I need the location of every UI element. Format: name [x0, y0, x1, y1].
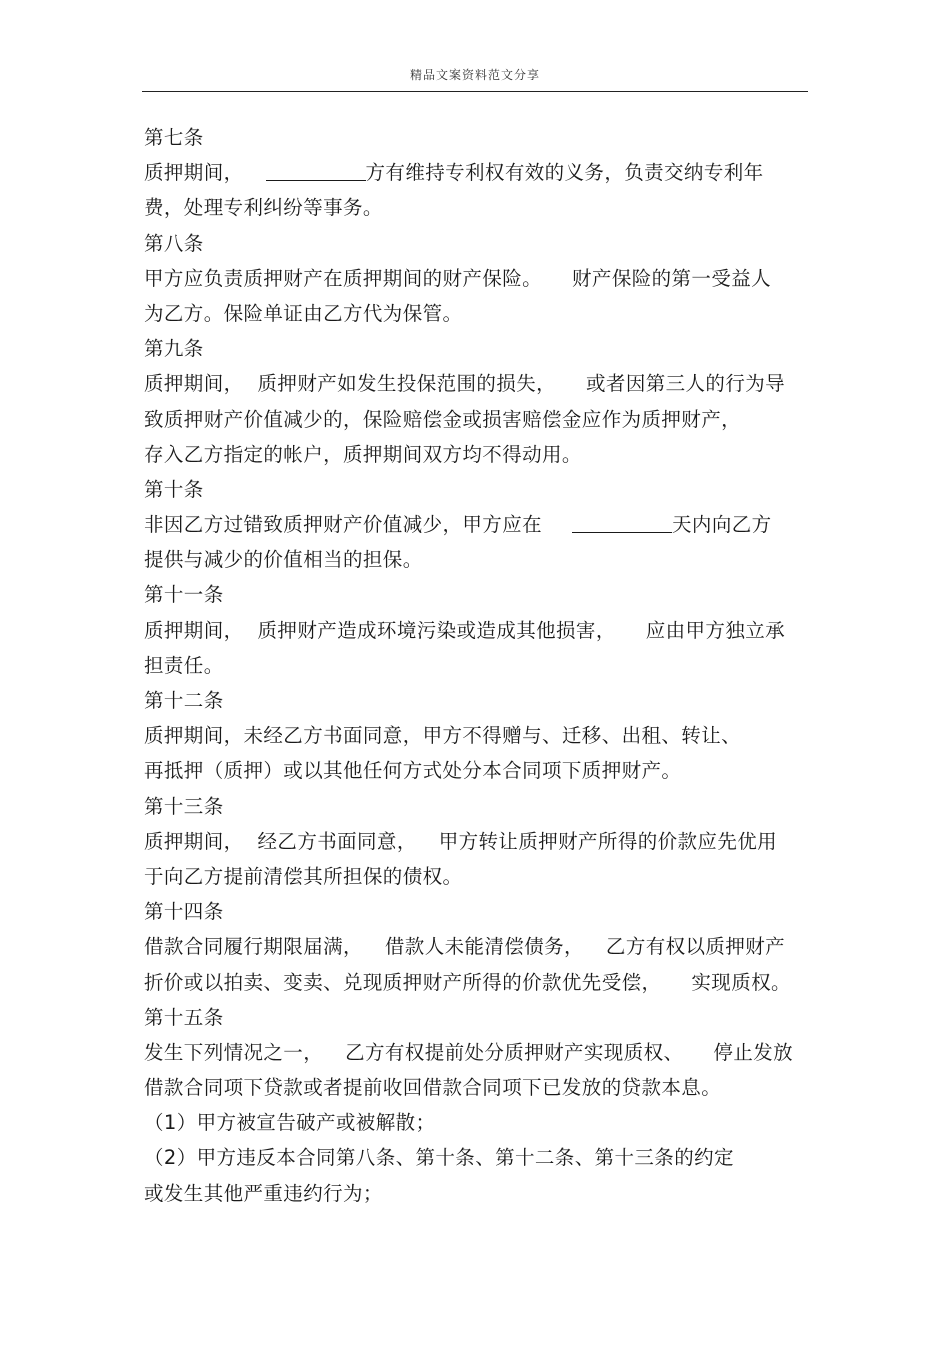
text-segment: 乙方有权以质押财产	[605, 935, 786, 959]
text-segment: 借款合同履行期限届满，	[144, 935, 363, 959]
article-9-title: 第九条	[144, 337, 204, 361]
article-7-line-2: 费，处理专利纠纷等事务。	[144, 196, 383, 220]
page-header-title: 精品文案资料范文分享	[409, 68, 540, 82]
article-10-title: 第十条	[144, 477, 204, 501]
fill-in-blank	[572, 512, 672, 533]
article-8-line-1	[144, 261, 814, 296]
text-segment: 发生下列情况之一，	[144, 1040, 324, 1064]
article-11-line-2: 担责任。	[144, 653, 224, 677]
text-segment: 借款人未能清偿债务，	[384, 935, 584, 959]
text-segment: 应由甲方独立承	[645, 618, 786, 642]
text-segment: 质押财产造成环境污染或造成其他损害，	[257, 618, 616, 642]
text-segment: 实现质权。	[691, 970, 791, 994]
article-12-title: 第十二条	[144, 689, 224, 712]
article-7-line-1	[144, 155, 814, 190]
article-8-line-2: 为乙方。保险单证由乙方代为保管。	[144, 301, 463, 325]
text-segment: 非因乙方过错致质押财产价值减少，甲方应在	[144, 513, 543, 537]
text-segment: 方有维持专利权有效的义务，负责交纳专利年	[365, 161, 764, 185]
text-segment: 质押期间，	[144, 161, 244, 185]
text-segment: 或者因第三人的行为导	[586, 372, 786, 396]
text-segment: 甲方应负责质押财产在质押期间的财产保险。	[144, 266, 543, 290]
article-9-line-1	[144, 366, 814, 401]
article-14-line-2	[144, 965, 814, 1000]
text-segment: 停止发放	[713, 1040, 794, 1064]
article-10-line-2: 提供与减少的价值相当的担保。	[144, 548, 423, 572]
text-segment: 天内向乙方	[672, 513, 772, 537]
article-15-title: 第十五条	[144, 1005, 224, 1029]
article-15-line-2: 借款合同项下贷款或者提前收回借款合同项下已发放的贷款本息。	[144, 1076, 722, 1100]
article-13-line-2: 于向乙方提前清偿其所担保的债权。	[144, 864, 463, 888]
header-divider	[142, 91, 808, 92]
article-15-item-1: （1）甲方被宣告破产或被解散；	[144, 1111, 436, 1135]
article-11-title: 第十一条	[144, 583, 224, 607]
article-13-title: 第十三条	[144, 794, 224, 818]
text-segment: 质押期间，	[144, 829, 244, 853]
text-segment: 财产保险的第一受益人	[572, 266, 772, 290]
article-11-line-1	[144, 613, 814, 648]
article-15-item-2-cont: 或发生其他严重违约行为；	[144, 1181, 383, 1205]
article-7-title: 第七条	[144, 126, 204, 149]
article-13-line-1	[144, 824, 814, 859]
text-segment: 甲方转让质押财产所得的价款应先优用	[438, 829, 778, 853]
article-15-line-1	[144, 1035, 814, 1070]
article-10-line-1	[144, 507, 814, 542]
article-12-line-2: 再抵押（质押）或以其他任何方式处分本合同项下质押财产。	[144, 759, 682, 783]
article-9-line-3: 存入乙方指定的帐户，质押期间双方均不得动用。	[144, 442, 582, 466]
document-body	[144, 120, 814, 1211]
text-segment: 质押期间，	[144, 372, 244, 396]
fill-in-blank	[266, 160, 366, 181]
article-14-line-1	[144, 929, 814, 964]
article-9-line-2: 致质押财产价值减少的，保险赔偿金或损害赔偿金应作为质押财产，	[144, 407, 742, 431]
text-segment: 折价或以拍卖、变卖、兑现质押财产所得的价款优先受偿，	[144, 970, 662, 994]
text-segment: 经乙方书面同意，	[257, 829, 417, 853]
article-15-item-2: （2）甲方违反本合同第八条、第十条、第十二条、第十三条的约定	[144, 1146, 734, 1170]
text-segment: 质押财产如发生投保范围的损失，	[257, 372, 557, 396]
text-segment: 乙方有权提前处分质押财产实现质权、	[345, 1040, 684, 1064]
article-12-line-1: 质押期间，未经乙方书面同意，甲方不得赠与、迁移、出租、转让、	[144, 724, 742, 748]
text-segment: 质押期间，	[144, 618, 244, 642]
article-14-title: 第十四条	[144, 900, 224, 924]
article-8-title: 第八条	[144, 231, 204, 255]
